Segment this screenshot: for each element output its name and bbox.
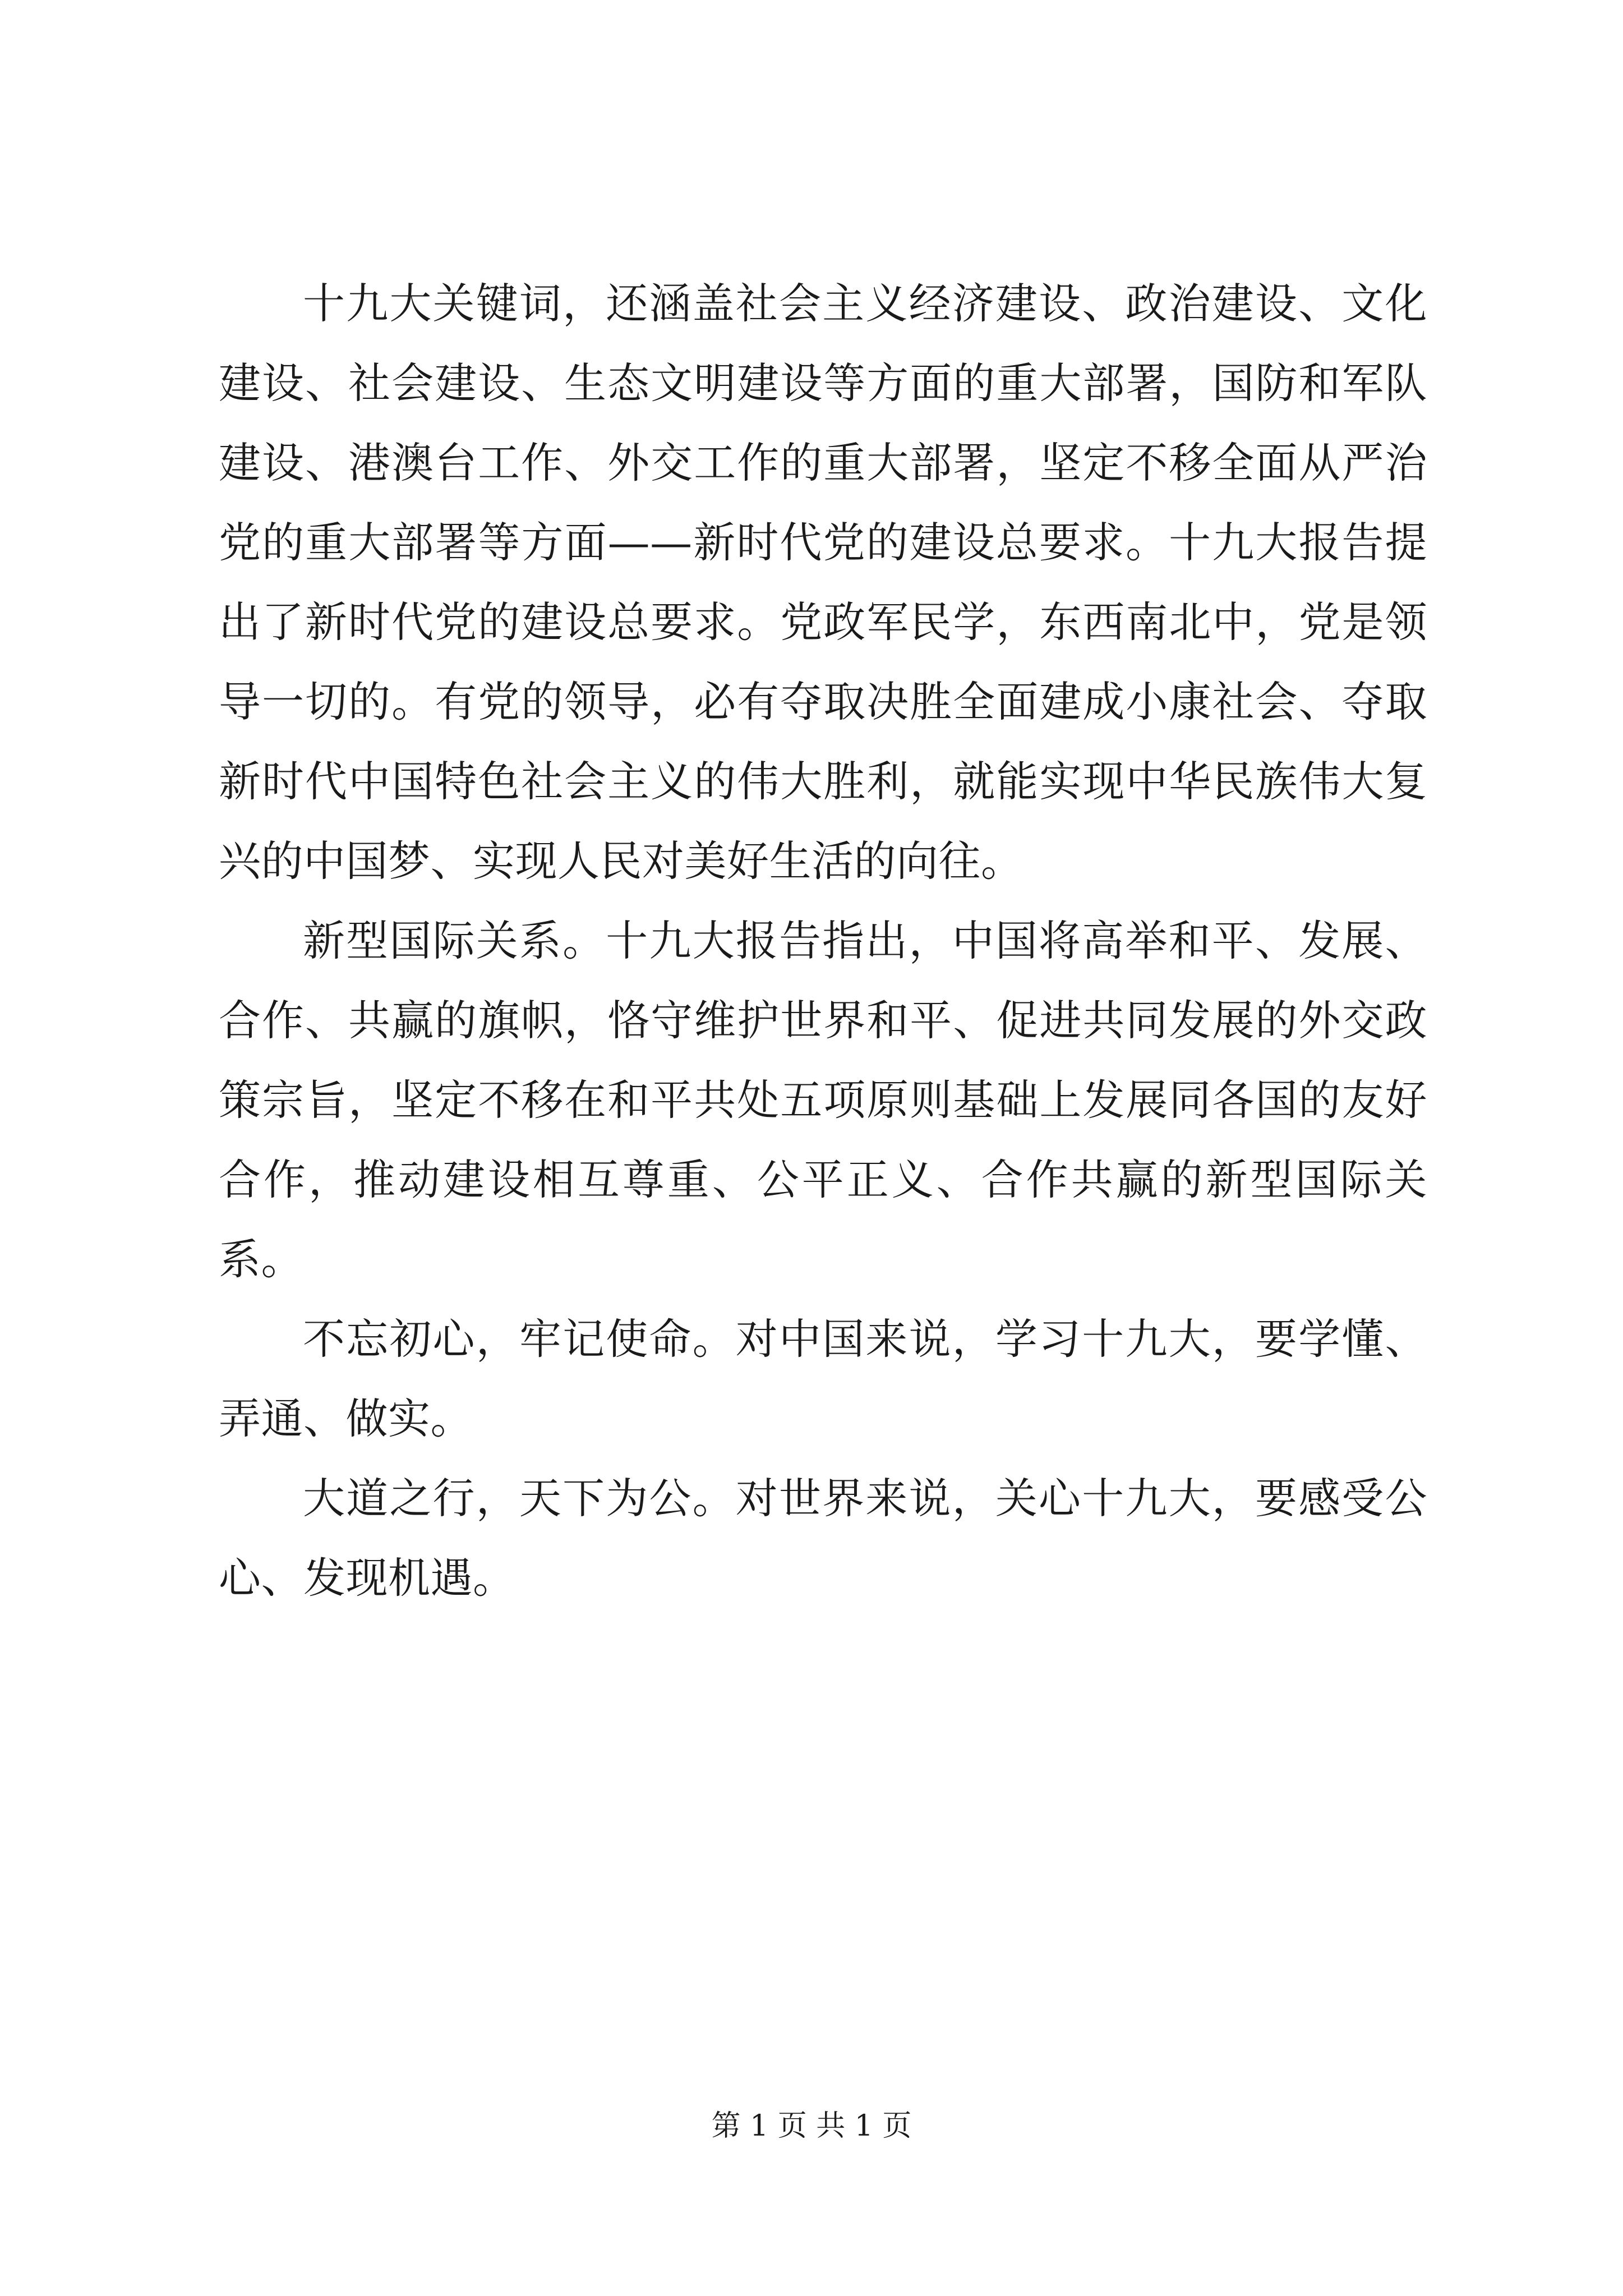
page-footer: 第 1 页 共 1 页	[711, 2109, 912, 2143]
paragraph-great-way: 大道之行，天下为公。对世界来说，关心十九大，要感受公心、发现机遇。	[219, 1474, 1427, 1603]
paragraph-keywords: 十九大关键词，还涵盖社会主义经济建设、政治建设、文化建设、社会建设、生态文明建设等方面的重大部署，国防和军队建设、港澳台工作、外交工作的重大部署，坚定不移全面从严治党的重大部署等方面——新时代党的建设总要求。十九大报告提出了新时代党的建设总要求。党政军民学，东西南北中，党是领导一切的。有党的领导，必有夺取决胜全面建成小康社会、夺取新时代中国特色社会主义的伟大胜利，就能实现中华民族伟大复兴的中国梦、实现人民对美好生活的向往。	[219, 279, 1427, 886]
paragraph-original-aspiration: 不忘初心，牢记使命。对中国来说，学习十九大，要学懂、弄通、做实。	[219, 1314, 1427, 1443]
document-body	[219, 264, 1427, 1618]
paragraph-international-relations: 新型国际关系。十九大报告指出，中国将高举和平、发展、合作、共赢的旗帜，恪守维护世界和平、促进共同发展的外交政策宗旨，坚定不移在和平共处五项原则基础上发展同各国的友好合作，推动建设相互尊重、公平正义、合作共赢的新型国际关系。	[219, 916, 1427, 1284]
